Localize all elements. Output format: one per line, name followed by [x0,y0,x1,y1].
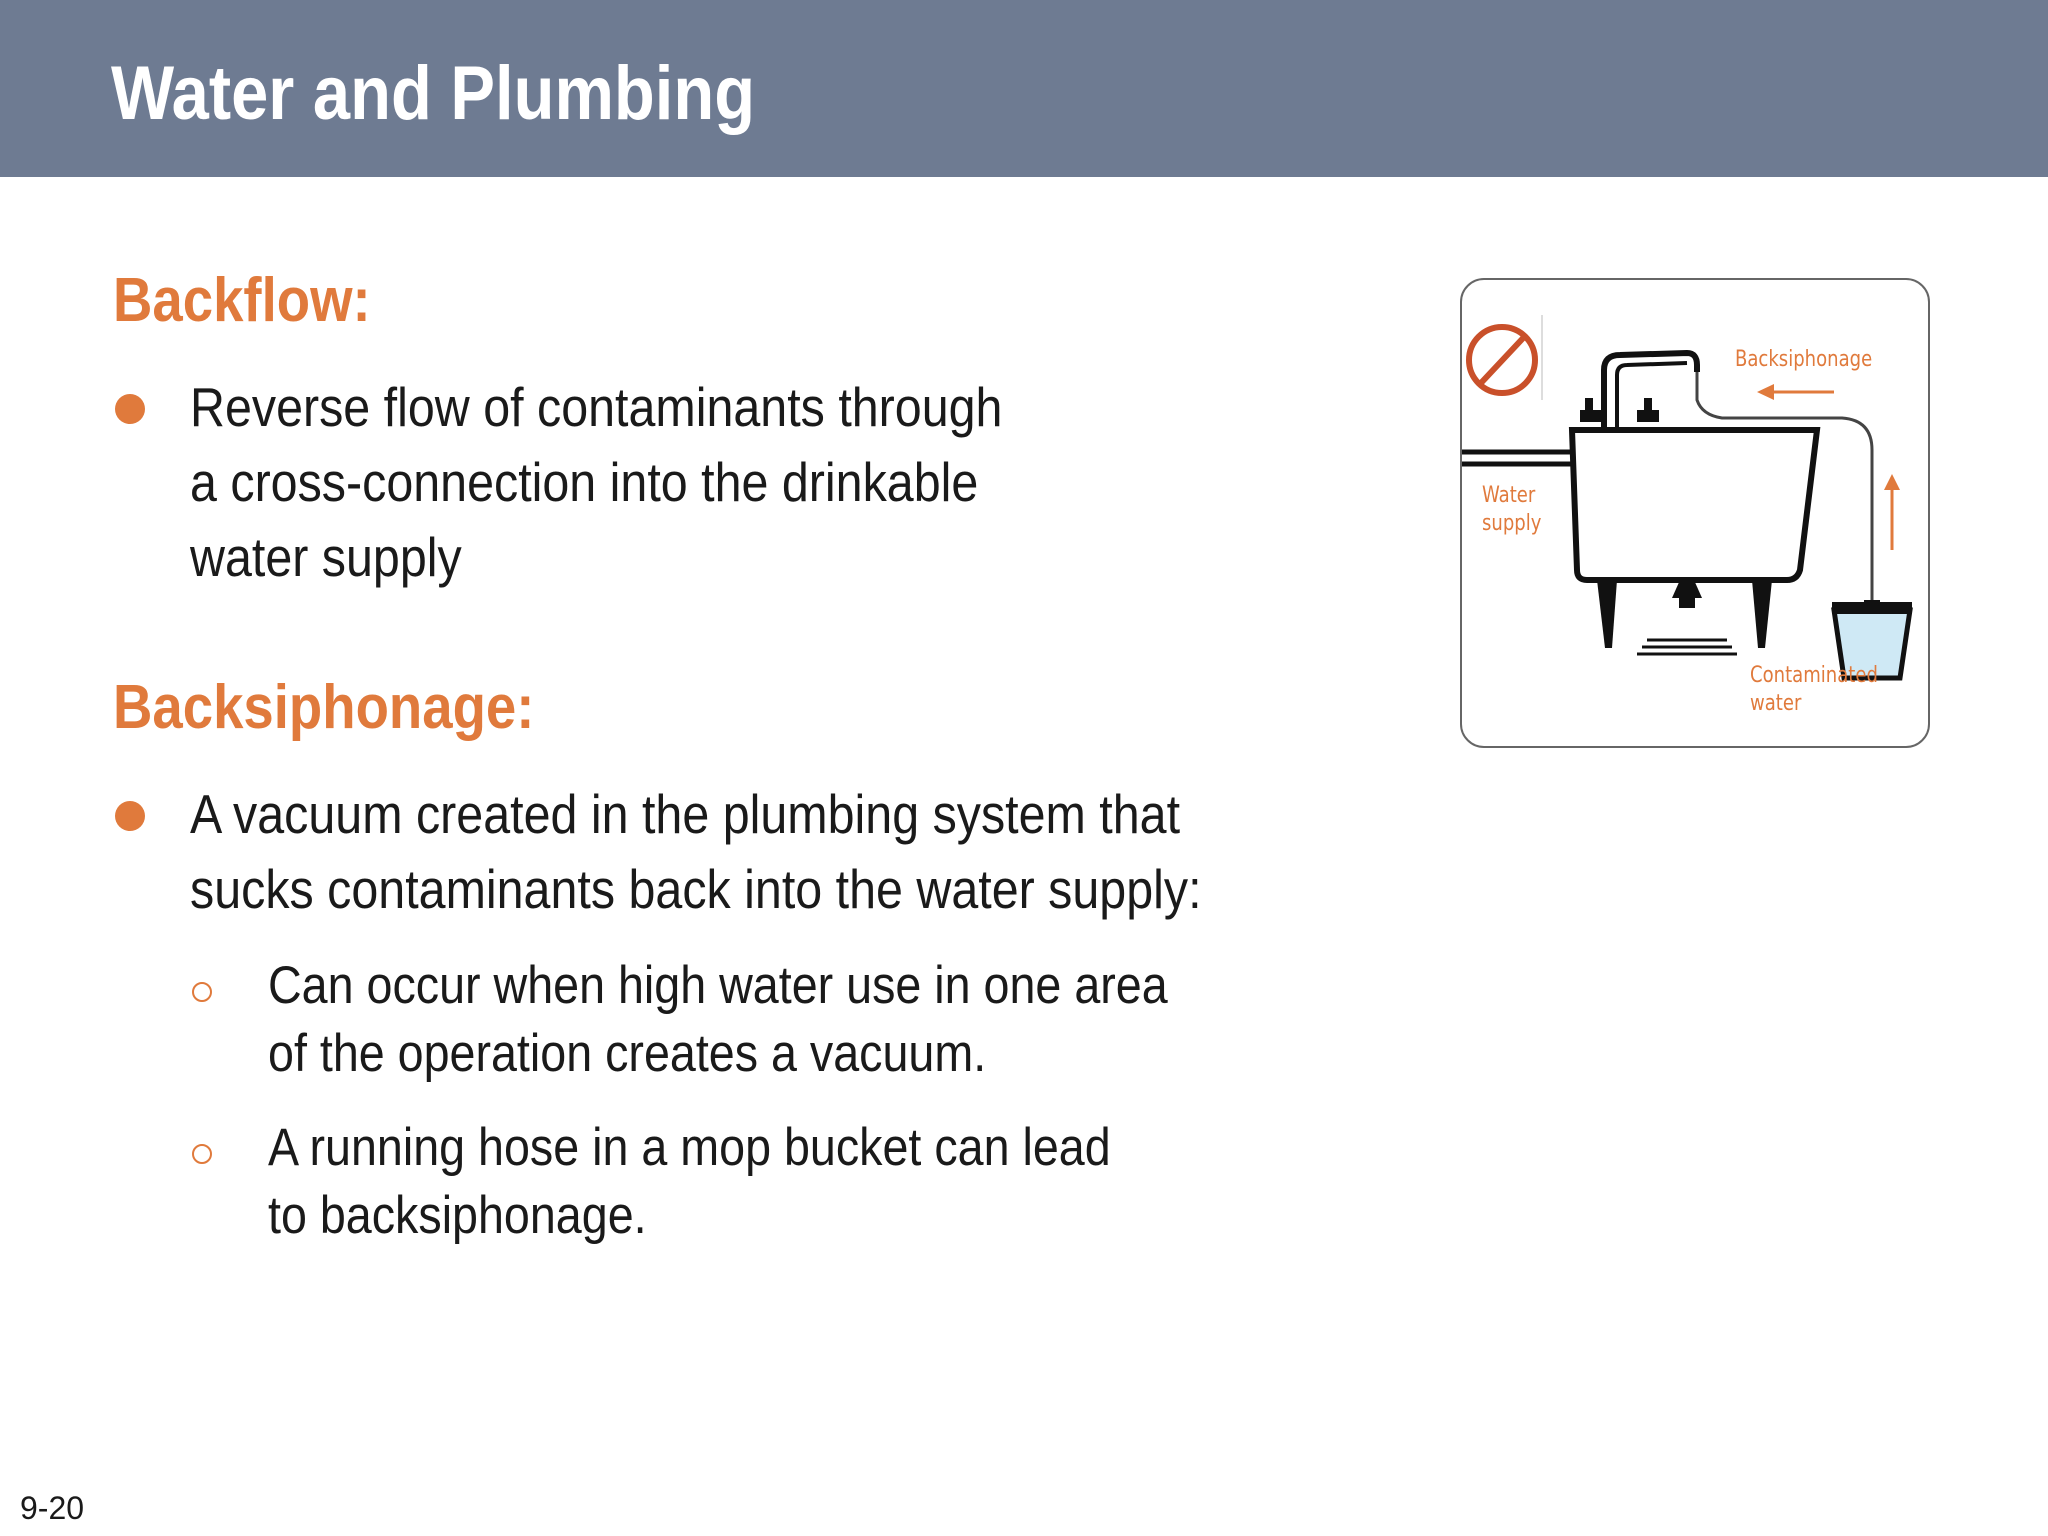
label-contaminated-water: Contaminated water [1750,663,1878,716]
sink-icon [1572,430,1817,654]
sub-bullet-icon [192,982,212,1002]
slide-title: Water and Plumbing [111,51,756,136]
sub-bullet-running-hose: A running hose in a mop bucket can lead to backsiphonage. [268,1118,1111,1245]
heading-backsiphonage: Backsiphonage: [113,673,535,742]
prohibited-icon [1469,315,1542,400]
sub-bullet-icon [192,1144,212,1164]
slide-number: 9-20 [20,1490,85,1526]
bullet-backflow-definition: Reverse flow of contaminants through a cross-connection into the drinkable water supply [190,376,1003,588]
bullet-backsiphonage-definition: A vacuum created in the plumbing system that sucks contaminants back into the water supply: [190,783,1202,920]
title-bar [0,0,2048,177]
arrow-left-icon [1757,384,1834,400]
label-water-supply: Water supply [1482,483,1542,536]
arrow-up-icon [1884,474,1900,550]
bullet-icon [115,801,145,831]
heading-backflow: Backflow: [113,266,371,335]
sub-bullet-high-water-use: Can occur when high water use in one area of the operation creates a vacuum. [268,956,1168,1083]
bullet-icon [115,394,145,424]
label-backsiphonage: Backsiphonage [1735,347,1873,372]
backsiphonage-diagram [1460,278,1930,748]
